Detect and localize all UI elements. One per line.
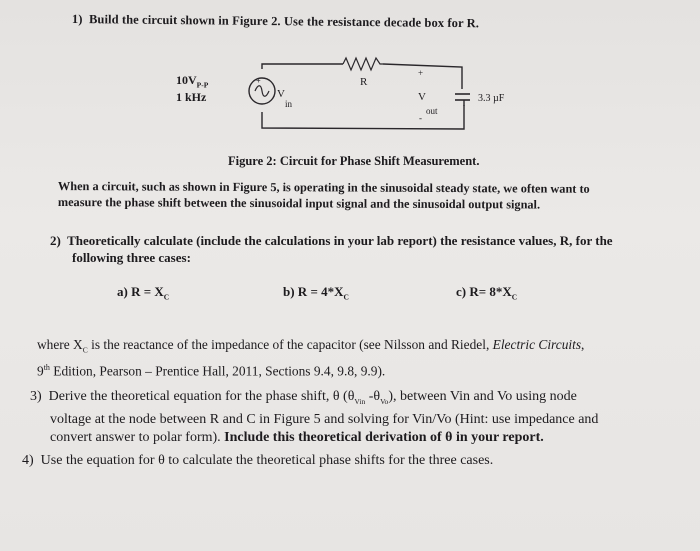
where-paragraph bbox=[37, 336, 584, 380]
source-frequency: 1 kHz bbox=[176, 90, 207, 105]
question-1-text: Build the circuit shown in Figure 2. Use the resistance decade box for R. bbox=[88, 12, 480, 31]
question-1-number: 1) bbox=[71, 12, 83, 27]
edition-number: 9 bbox=[37, 363, 44, 379]
circuit-diagram bbox=[0, 0, 700, 160]
question-3-line-1a: Derive the theoretical equation for the phase shift, θ (θ bbox=[48, 389, 355, 404]
question-2-line-2: following three cases: bbox=[72, 249, 191, 265]
question-3-line-1c: ), between Vin and Vo using node bbox=[388, 389, 577, 404]
book-title: Electric Circuits bbox=[492, 337, 582, 352]
intro-line-1: When a circuit, such as shown in Figure 5, is operating in the sinusoidal steady state, we often want to bbox=[57, 178, 590, 196]
where-part-3: , bbox=[581, 337, 585, 352]
question-3 bbox=[30, 388, 598, 447]
question-2 bbox=[50, 233, 613, 266]
wire-top-left bbox=[262, 64, 343, 69]
source-amplitude: 10V bbox=[176, 73, 197, 87]
where-sub: C bbox=[82, 345, 88, 355]
question-3-number: 3) bbox=[30, 389, 42, 404]
question-4-text: Use the equation for θ to calculate the theoretical phase shifts for the three cases. bbox=[40, 453, 494, 468]
case-c: c) $R= 8*X_C$ bbox=[456, 284, 518, 302]
question-3-line-2: voltage at the node between R and C in Figure 5 and solving for Vin/Vo (Hint: use impedance and bbox=[50, 411, 599, 427]
source-amplitude-sub: P-P bbox=[196, 80, 209, 90]
resistor-label: R bbox=[360, 76, 368, 88]
v-out-label: V bbox=[418, 91, 426, 103]
where-line-2: Edition, Pearson – Prentice Hall, 2011, Sections 9.4, 9.8, 9.9). bbox=[49, 363, 386, 379]
question-3-emphasis: Include this theoretical derivation of θ in your report. bbox=[224, 429, 544, 445]
question-4 bbox=[22, 453, 493, 469]
capacitor-value: 3.3 µF bbox=[478, 93, 505, 104]
intro-paragraph bbox=[58, 178, 590, 213]
plus-sign: + bbox=[418, 68, 424, 78]
case-a: a) $R = X_C$ bbox=[117, 284, 170, 302]
question-2-line-1: Theoretically calculate (include the calculations in your lab report) the resistance values, R, for the bbox=[67, 233, 613, 248]
v-out-sub: out bbox=[426, 106, 438, 116]
resistor-symbol bbox=[343, 58, 383, 70]
theta-vin-sub: Vin bbox=[354, 396, 366, 406]
where-part-2: is the reactance of the impedance of the capacitor (see Nilsson and Riedel, bbox=[87, 337, 493, 352]
minus-sign: - bbox=[419, 113, 422, 123]
v-in-label: V bbox=[277, 88, 285, 100]
case-b: b) $R = 4*X_C$ bbox=[283, 284, 349, 302]
question-2-number: 2) bbox=[50, 233, 61, 248]
where-part-1: where X bbox=[37, 337, 83, 352]
question-3-line-3a: convert answer to polar form). bbox=[50, 429, 225, 445]
edition-sup: th bbox=[43, 363, 50, 373]
question-3-line-1b: -θ bbox=[365, 389, 381, 404]
v-in-sub: in bbox=[285, 99, 293, 109]
theta-vo-sub: Vo bbox=[380, 396, 389, 406]
figure-caption: Figure 2: Circuit for Phase Shift Measurement. bbox=[228, 154, 480, 168]
intro-line-2: measure the phase shift between the sinusoidal input signal and the sinusoidal output signal. bbox=[57, 194, 541, 212]
source-plus-mark: + bbox=[256, 76, 261, 85]
question-4-number: 4) bbox=[22, 453, 34, 468]
ac-source-wave bbox=[255, 86, 269, 97]
